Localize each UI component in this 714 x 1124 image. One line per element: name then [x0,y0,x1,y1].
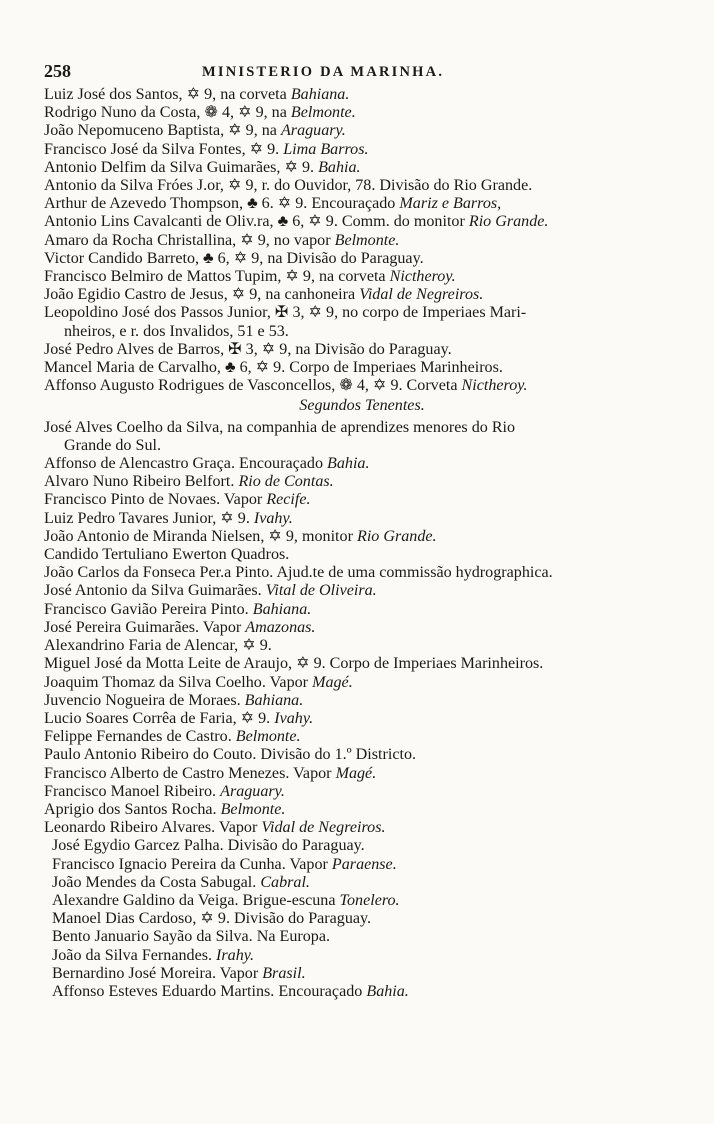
ship-name: Nictheroy. [389,268,456,286]
entry-text: Francisco Ignacio Pereira da Cunha. Vapor [52,855,328,873]
entry-line [44,86,680,104]
ship-name: Belmonte. [334,231,400,249]
entry-text: Alvaro Nuno Ribeiro Belfort. [44,473,235,491]
ship-name: Recife. [266,491,311,509]
entry-line [44,983,680,1001]
entry-text: José Antonio da Silva Guimarães. [44,582,262,600]
entry-text: nheiros, e r. dos Invalidos, 51 e 53. [64,322,289,340]
entry-line [44,783,680,801]
entry-line [44,286,680,304]
entry-text: Alexandre Galdino da Veiga. Brigue-escuna [52,891,336,909]
ship-name: Rio de Contas. [238,473,334,491]
entry-line [44,341,680,359]
ship-name: Vidal de Negreiros. [359,286,484,304]
ship-name: Bahiana. [252,600,312,618]
entry-text: Francisco Gavião Pereira Pinto. [44,600,249,618]
entry-line [44,892,680,910]
entry-line [44,491,680,509]
ship-name: Ivahy. [274,709,314,727]
ship-name: Lima Barros. [283,140,369,158]
officer-list-segundos-tenentes [44,419,680,1002]
ship-name: Bahiana. [290,86,350,103]
entry-line [44,801,680,819]
ship-name: Brasil. [262,964,306,982]
ship-name: Rio Grande. [356,527,437,545]
ship-name: Nictheroy. [461,377,528,395]
entry-text: Leonardo Ribeiro Alvares. Vapor [44,819,258,837]
ship-name: Vital de Oliveira. [265,582,377,600]
document-page [44,62,680,1001]
entry-text: Rodrigo Nuno da Costa, ❁ 4, ✡ 9, na [44,104,287,122]
entry-text: Alexandrino Faria de Alencar, ✡ 9. [44,637,272,655]
entry-line [44,910,680,928]
entry-line [44,619,680,637]
ship-name: Amazonas. [245,618,316,636]
entry-text: José Pereira Guimarães. Vapor [44,618,242,636]
entry-text: Victor Candido Barreto, ♣ 6, ✡ 9, na Divisão do Paraguay. [44,249,424,267]
entry-text: Juvencio Nogueira de Moraes. [44,691,241,709]
entry-text: Manoel Dias Cardoso, ✡ 9. Divisão do Paraguay. [52,910,372,928]
entry-text: João Mendes da Costa Sabugal. [52,873,257,891]
entry-line [44,819,680,837]
entry-text: José Alves Coelho da Silva, na companhia de aprendizes menores do Rio [44,418,516,436]
entry-line [44,141,680,159]
ship-name: Belmonte. [290,104,356,122]
entry-line [44,122,680,140]
entry-text: Aprigio dos Santos Rocha. [44,800,217,818]
ship-name: Bahiana. [244,691,304,709]
entry-text: Antonio Delfim da Silva Guimarães, ✡ 9. [44,158,315,176]
entry-line [44,437,680,455]
entry-text: Lucio Soares Corrêa de Faria, ✡ 9. [44,709,271,727]
entry-line [44,692,680,710]
entry-text: Candido Tertuliano Ewerton Quadros. [44,546,290,564]
entry-text: João da Silva Fernandes. [52,946,213,964]
entry-text: Leopoldino José dos Passos Junior, ✠ 3, ✡ 9, no corpo de Imperiaes Mari- [44,304,527,322]
entry-line [44,510,680,528]
entry-text: Bento Januario Sayão da Silva. Na Europa. [52,928,330,946]
entry-text: Antonio Lins Cavalcanti de Oliv.ra, ♣ 6, ✡ 9. Comm. do monitor [44,213,465,231]
entry-text: Francisco Manoel Ribeiro. [44,782,217,800]
entry-text: Amaro da Rocha Christallina, ✡ 9, no vapor [44,231,331,249]
entry-line [44,874,680,892]
ship-name: Bahia. [366,982,409,1000]
page-header [44,62,680,84]
entry-text: Grande do Sul. [64,436,161,454]
entry-line [44,674,680,692]
running-title: MINISTERIO DA MARINHA. [202,64,445,80]
entry-line [44,856,680,874]
entry-text: Paulo Antonio Ribeiro do Couto. Divisão do 1.º Districto. [44,746,417,764]
entry-text: Luiz José dos Santos, ✡ 9, na corveta [44,86,287,103]
entry-text: Francisco Pinto de Novaes. Vapor [44,491,263,509]
entry-text: Joaquim Thomaz da Silva Coelho. Vapor [44,673,309,691]
entry-line [44,213,680,231]
ship-name: Vidal de Negreiros. [261,819,386,837]
entry-text: Miguel José da Motta Leite de Araujo, ✡ 9. Corpo de Imperiaes Marinheiros. [44,655,544,673]
entry-line [44,159,680,177]
ship-name: Cabral. [260,873,310,891]
entry-line [44,419,680,437]
entry-text: Felippe Fernandes de Castro. [44,728,232,746]
entry-text: Affonso Esteves Eduardo Martins. Encouraçado [52,982,363,1000]
ship-name: Belmonte. [220,800,286,818]
entry-text: João Nepomuceno Baptista, ✡ 9, na [44,122,277,140]
entry-text: Francisco José da Silva Fontes, ✡ 9. [44,140,280,158]
entry-line [44,304,680,322]
entry-line [44,582,680,600]
entry-line [44,765,680,783]
entry-line [44,564,680,582]
ship-name: Araguary. [220,782,285,800]
ship-name: Bahia. [318,158,361,176]
entry-line [44,195,680,213]
entry-line [44,377,680,395]
entry-text: Bernardino José Moreira. Vapor [52,964,259,982]
ship-name: Irahy. [216,946,255,964]
entry-text: Affonso de Alencastro Graça. Encouraçado [44,455,323,473]
entry-line [44,947,680,965]
entry-line [44,637,680,655]
entry-text: Francisco Alberto de Castro Menezes. Vapor [44,764,332,782]
entry-line [44,601,680,619]
entry-text: João Egidio Castro de Jesus, ✡ 9, na canhoneira [44,286,356,304]
entry-text: Francisco Belmiro de Mattos Tupim, ✡ 9, na corveta [44,268,386,286]
entry-line [44,455,680,473]
section-heading: Segundos Tenentes. [299,397,425,415]
entry-line [44,837,680,855]
entry-line [44,232,680,250]
entry-line [44,528,680,546]
entry-text: Mancel Maria de Carvalho, ♣ 6, ✡ 9. Corpo de Imperiaes Marinheiros. [44,359,503,377]
entry-line [44,928,680,946]
entry-line [44,359,680,377]
ship-name: Magé. [335,764,377,782]
ship-name: Ivahy. [253,509,293,527]
ship-name: Magé. [312,673,353,691]
officer-list-primeiros [44,86,680,395]
entry-line [44,728,680,746]
entry-line [44,177,680,195]
ship-name: Rio Grande. [468,213,549,231]
entry-text: Arthur de Azevedo Thompson, ♣ 6. ✡ 9. Encouraçado [44,195,396,213]
entry-line [44,268,680,286]
ship-name: Belmonte. [235,728,301,746]
entry-text: José Egydio Garcez Palha. Divisão do Paraguay. [52,837,365,855]
entry-text: Luiz Pedro Tavares Junior, ✡ 9. [44,509,250,527]
entry-text: João Carlos da Fonseca Per.a Pinto. Ajud.te de uma commissão hydrographica. [44,564,553,582]
entry-line [44,473,680,491]
ship-name: Paraense. [331,855,397,873]
entry-line [44,323,680,341]
entry-line [44,250,680,268]
entry-text: João Antonio de Miranda Nielsen, ✡ 9, monitor [44,527,353,545]
entry-text: Affonso Augusto Rodrigues de Vasconcellos, ❁ 4, ✡ 9. Corveta [44,377,458,395]
entry-line [44,965,680,983]
entry-line [44,655,680,673]
ship-name: Tonelero. [339,891,400,909]
entry-line [44,546,680,564]
entry-text: José Pedro Alves de Barros, ✠ 3, ✡ 9, na Divisão do Paraguay. [44,340,452,358]
page-number: 258 [44,61,71,81]
entry-text: Antonio da Silva Fróes J.or, ✡ 9, r. do Ouvidor, 78. Divisão do Rio Grande. [44,177,533,195]
entry-line [44,104,680,122]
ship-name: Araguary. [280,122,346,140]
ship-name: Bahia. [327,455,370,473]
entry-line [44,710,680,728]
ship-name: Mariz e Barros, [399,195,502,213]
entry-line [44,746,680,764]
